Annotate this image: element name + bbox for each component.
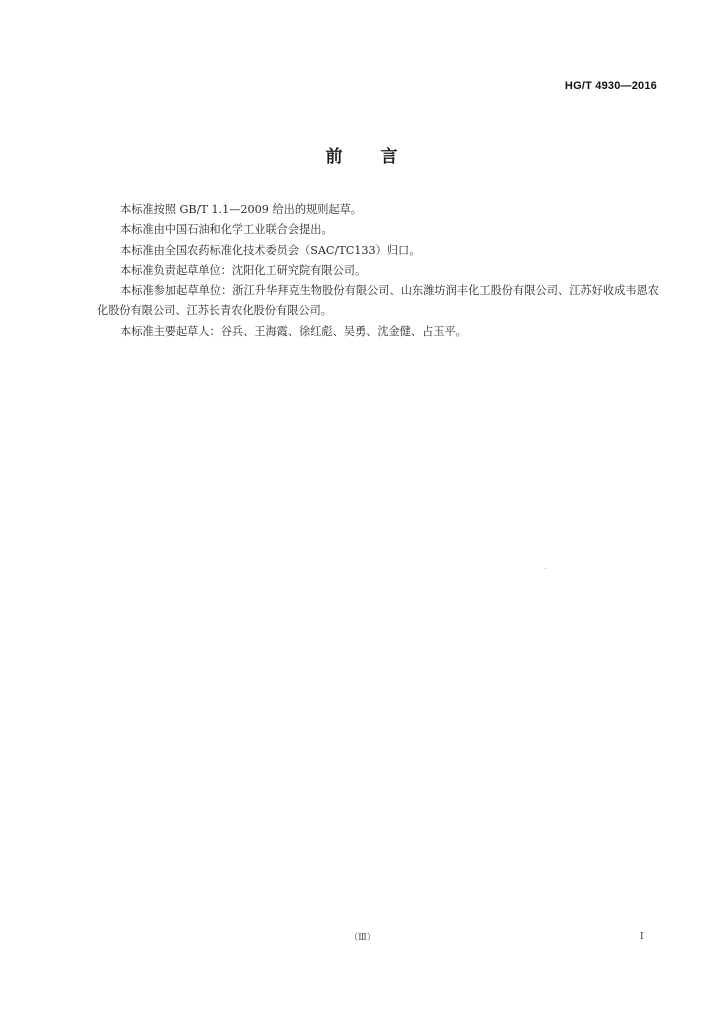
foreword-body [97,200,659,342]
title-char-1: 前 [325,147,345,167]
scan-speck [545,568,546,569]
standard-code: HG/T 4930—2016 [564,80,657,92]
paragraph-drafting-rules: 本标准按照 GB/T 1.1—2009 给出的规则起草。 [120,203,362,216]
corner-mark: I [640,932,644,942]
paragraph-participating-drafters: 本标准参加起草单位：浙江升华拜克生物股份有限公司、山东潍坊润丰化工股份有限公司、江苏好收成韦恩农化股份有限公司、江苏长青农化股份有限公司。 [97,284,659,318]
title-char-2: 言 [380,147,400,167]
page-title [0,142,725,167]
paragraph-centralized-by: 本标准由全国农药标准化技术委员会（SAC/TC133）归口。 [120,243,421,257]
page-number: （Ⅲ） [349,933,376,943]
paragraph-lead-drafter: 本标准负责起草单位：沈阳化工研究院有限公司。 [120,263,367,277]
paragraph-proposed-by: 本标准由中国石油和化学工业联合会提出。 [120,223,333,237]
paragraph-main-drafters: 本标准主要起草人：谷兵、王海霞、徐红彪、吴勇、沈金健、占玉平。 [120,324,467,338]
